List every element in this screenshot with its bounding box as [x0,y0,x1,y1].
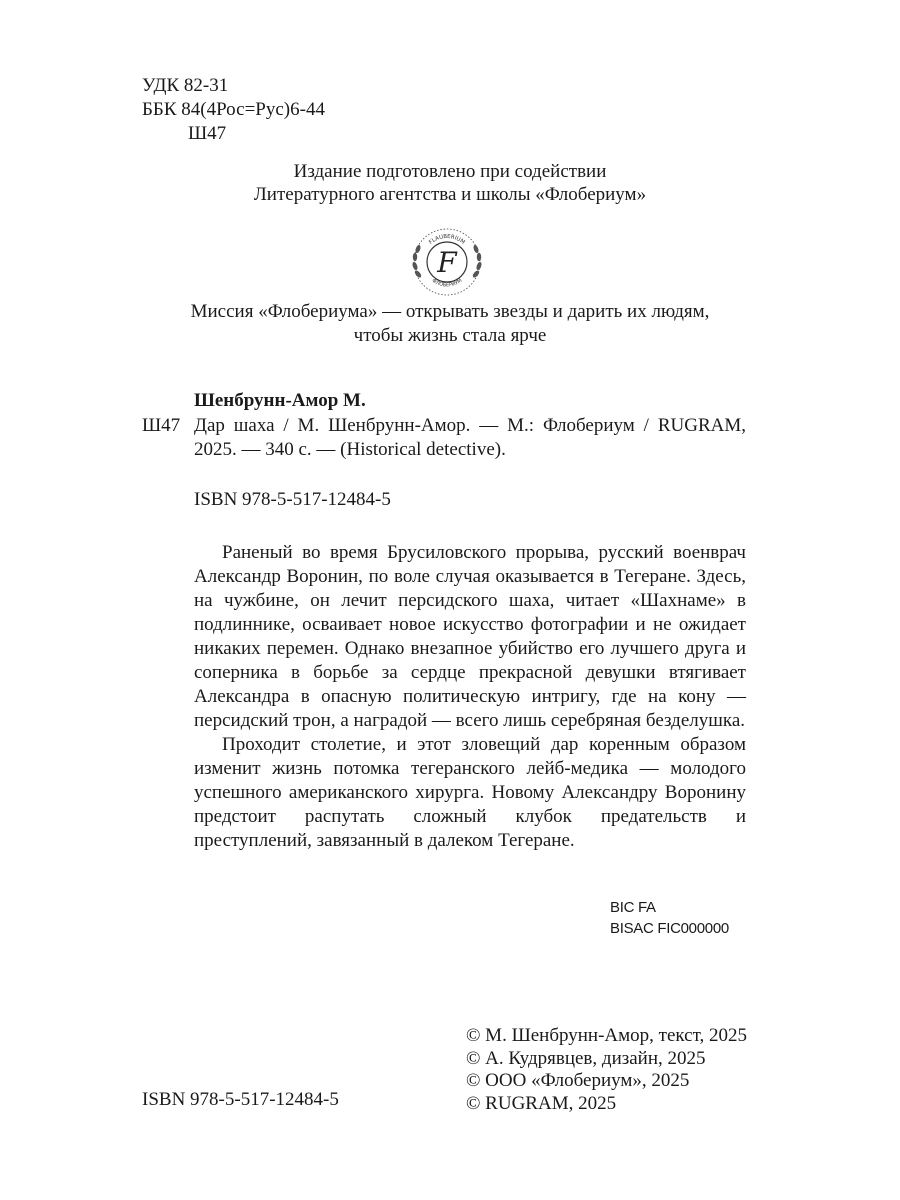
publisher-note-line-2: Литературного агентства и школы «Флобериум» [253,184,647,205]
udk-code: УДК 82-31 [142,75,229,96]
isbn-bottom: ISBN 978-5-517-12484-5 [142,1089,339,1110]
annotation [194,541,746,853]
bisac-code: BISAC FIC000000 [610,920,729,937]
copyright-line-1: © М. Шенбрунн-Амор, текст, 2025 [466,1025,747,1046]
subject-codes [610,897,729,939]
bbk-code: ББК 84(4Рос=Рус)6-44 [142,99,325,120]
copyright-line-2: © А. Кудрявцев, дизайн, 2025 [466,1047,706,1069]
svg-text:FLAUBERIUM [428,234,466,246]
cutter-mark: Ш47 [142,415,181,436]
copyright-line-3: © ООО «Флобериум», 2025 [466,1070,690,1091]
mission-statement [0,300,900,348]
isbn-top: ISBN 978-5-517-12484-5 [194,489,391,510]
bibliographic-description: Дар шаха / М. Шенбрунн-Амор. — М.: Флобериум / RUGRAM, 2025. — 340 с. — (Historical detective). [194,415,746,460]
cutter-code: Ш47 [188,123,227,144]
publisher-note [0,160,900,206]
author-heading: Шенбрунн-Амор М. [194,390,366,411]
bic-code: BIC FA [610,899,656,916]
flauberium-seal-icon [405,222,489,302]
svg-text:ФЛОБЕРИУМ [431,278,464,289]
copyright-block [466,1025,747,1115]
annotation-paragraph-2: Проходит столетие, и этот зловещий дар коренным образом изменит жизнь потомка тегеранского лейб-медика — молодого успешного американского хирурга. Новому Александру Воронину предстоит распутать сложный клубок предательств и преступлений, завязанный в далеком Тегеране. [194,734,746,851]
copyright-line-4: © RUGRAM, 2025 [466,1092,617,1114]
seal-letter: F [437,246,457,279]
seal-top-text: FLAUBERIUM [428,233,466,246]
publisher-note-line-1: Издание подготовлено при содействии [293,161,607,182]
annotation-paragraph-1: Раненый во время Брусиловского прорыва, русский военврач Александр Воронин, по воле случая оказывается в Тегеране. Здесь, на чужбине, он лечит персидского шаха, читает «Шахнаме» в подлиннике, осваивает новое искусство фотографии и не ожидает никаких перемен. Однако внезапное убийство его лучшего друга и соперника в борьбе за сердце прекрасной девушки втягивает Александра в опасную политическую интригу, где на кону — персидский трон, а наградой — всего лишь серебряная безделушка. [194,542,746,731]
classification-block [142,74,325,146]
seal-bottom-text: ФЛОБЕРИУМ [430,277,464,289]
mission-line-1: Миссия «Флобериума» — открывать звезды и дарить их людям, [190,301,710,322]
mission-line-2: чтобы жизнь стала ярче [353,325,547,346]
